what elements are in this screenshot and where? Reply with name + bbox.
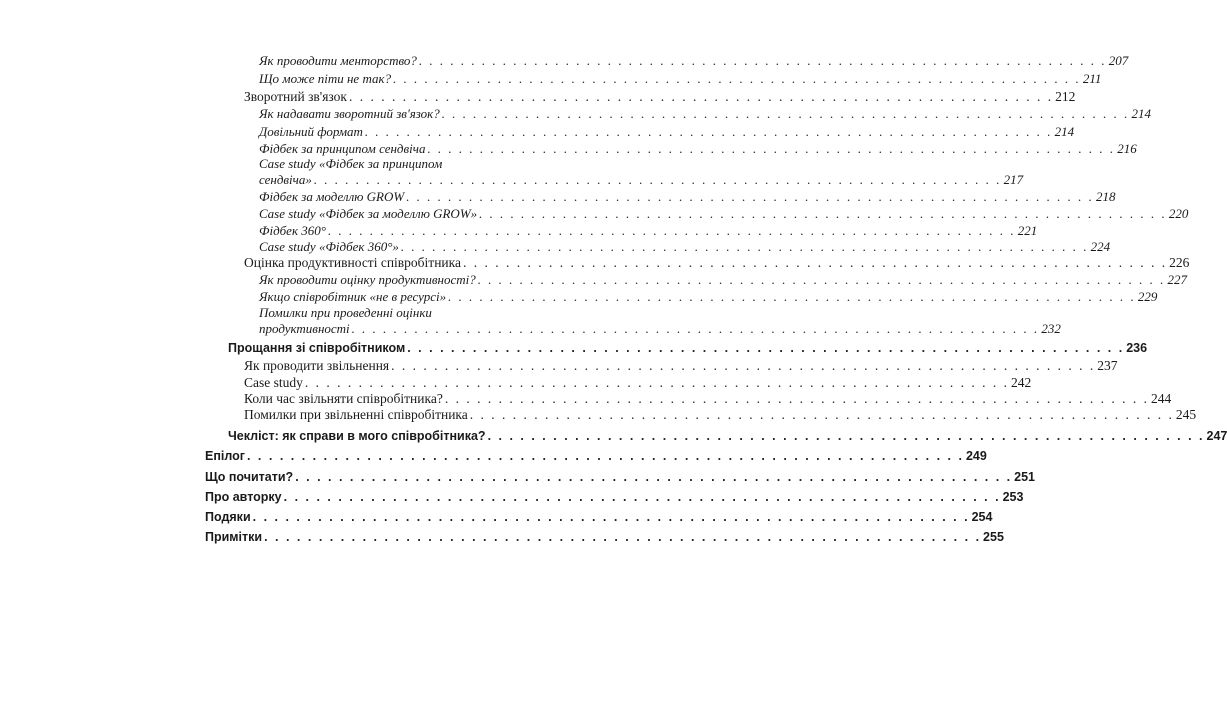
toc-page-number: 221 xyxy=(1017,223,1038,238)
leader-dots: . . . . . . . . . . . . . . . . . . . . . . . . . . . . . . . . . . . . . . . . . . . . . . . . . . . . . . . . . . . . . . . . . . xyxy=(313,172,1002,187)
toc-title: Case study «Фідбек 360°» xyxy=(259,239,399,254)
toc-entry xyxy=(259,124,1075,140)
toc-title: Епілог xyxy=(205,449,245,463)
toc-page-number: 254 xyxy=(971,510,993,524)
toc-page-number: 249 xyxy=(965,449,987,463)
toc-title: Зворотний зв'язок xyxy=(244,89,347,104)
toc-title-line1: Помилки при проведенні оцінки xyxy=(259,305,432,320)
toc-page-number: 245 xyxy=(1175,407,1197,422)
leader-dots: . . . . . . . . . . . . . . . . . . . . . . . . . . . . . . . . . . . . . . . . . . . . . . . . . . . . . . . . . . . . . . . . . . xyxy=(406,189,1094,204)
toc-title: Прощання зі співробітником xyxy=(228,341,406,355)
leader-dots: . . . . . . . . . . . . . . . . . . . . . . . . . . . . . . . . . . . . . . . . . . . . . . . . . . . . . . . . . . . . . . . . . . xyxy=(448,289,1136,304)
toc-page-number: 247 xyxy=(1206,429,1227,443)
toc-entry xyxy=(259,71,1102,87)
toc-title: Фідбек 360° xyxy=(259,223,326,238)
toc-page-number: 237 xyxy=(1097,358,1118,373)
toc-page-number: 217 xyxy=(1003,172,1024,187)
toc-entry xyxy=(228,340,1148,356)
toc-page-number: 224 xyxy=(1090,239,1111,254)
leader-dots: . . . . . . . . . . . . . . . . . . . . . . . . . . . . . . . . . . . . . . . . . . . . . . . . . . . . . . . . . . . . . . . . . . xyxy=(264,530,982,544)
toc-title: сендвіча» xyxy=(259,172,312,187)
toc-entry xyxy=(259,189,1116,205)
toc-title: Примітки xyxy=(205,530,263,544)
toc-entry xyxy=(259,321,1061,337)
toc-page-number: 251 xyxy=(1014,470,1035,484)
toc-title: Коли час звільняти співробітника? xyxy=(244,391,443,406)
toc-entry xyxy=(244,391,1172,407)
toc-page-number: 214 xyxy=(1054,124,1075,139)
toc-page-number: 218 xyxy=(1095,189,1116,204)
toc-title-line1: Case study «Фідбек за принципом xyxy=(259,156,443,171)
toc-title: Як проводити менторство? xyxy=(259,53,417,68)
toc-title: Помилки при звільненні співробітника xyxy=(244,407,468,422)
leader-dots: . . . . . . . . . . . . . . . . . . . . . . . . . . . . . . . . . . . . . . . . . . . . . . . . . . . . . . . . . . . . . . . . . . xyxy=(444,391,1149,406)
leader-dots: . . . . . . . . . . . . . . . . . . . . . . . . . . . . . . . . . . . . . . . . . . . . . . . . . . . . . . . . . . . . . . . . . . xyxy=(252,510,970,524)
toc-page-number: 216 xyxy=(1117,141,1137,156)
toc-title: Довільний формат xyxy=(259,124,363,139)
leader-dots: . . . . . . . . . . . . . . . . . . . . . . . . . . . . . . . . . . . . . . . . . . . . . . . . . . . . . . . . . . . . . . . . . . xyxy=(477,272,1166,287)
leader-dots: . . . . . . . . . . . . . . . . . . . . . . . . . . . . . . . . . . . . . . . . . . . . . . . . . . . . . . . . . . . . . . . . . . xyxy=(463,255,1168,270)
toc-title: Що може піти не так? xyxy=(259,71,392,86)
toc-page-number: 212 xyxy=(1055,89,1076,104)
leader-dots: . . . . . . . . . . . . . . . . . . . . . . . . . . . . . . . . . . . . . . . . . . . . . . . . . . . . . . . . . . . . . . . . . . xyxy=(246,449,964,463)
toc-entry xyxy=(259,53,1129,69)
toc-entry xyxy=(244,255,1190,271)
toc-entry xyxy=(244,358,1118,374)
leader-dots: . . . . . . . . . . . . . . . . . . . . . . . . . . . . . . . . . . . . . . . . . . . . . . . . . . . . . . . . . . . . . . . . . . xyxy=(391,358,1096,373)
leader-dots: . . . . . . . . . . . . . . . . . . . . . . . . . . . . . . . . . . . . . . . . . . . . . . . . . . . . . . . . . . . . . . . . . . xyxy=(351,321,1040,336)
toc-title: Як надавати зворотний зв'язок? xyxy=(259,106,440,121)
toc-page-number: 207 xyxy=(1108,53,1129,68)
toc-entry xyxy=(244,407,1197,423)
toc-page-number: 242 xyxy=(1011,375,1032,390)
leader-dots: . . . . . . . . . . . . . . . . . . . . . . . . . . . . . . . . . . . . . . . . . . . . . . . . . . . . . . . . . . . . . . . . . . xyxy=(487,429,1205,443)
leader-dots: . . . . . . . . . . . . . . . . . . . . . . . . . . . . . . . . . . . . . . . . . . . . . . . . . . . . . . . . . . . . . . . . . . xyxy=(295,470,1013,484)
leader-dots: . . . . . . . . . . . . . . . . . . . . . . . . . . . . . . . . . . . . . . . . . . . . . . . . . . . . . . . . . . . . . . . . . . xyxy=(418,53,1107,68)
toc-title: Як проводити оцінку продуктивності? xyxy=(259,272,476,287)
toc-title: Фідбек за принципом сендвіча xyxy=(259,141,426,156)
toc-title: Case study xyxy=(244,375,303,390)
leader-dots: . . . . . . . . . . . . . . . . . . . . . . . . . . . . . . . . . . . . . . . . . . . . . . . . . . . . . . . . . . . . . . . . . . xyxy=(407,341,1125,355)
leader-dots: . . . . . . . . . . . . . . . . . . . . . . . . . . . . . . . . . . . . . . . . . . . . . . . . . . . . . . . . . . . . . . . . . . xyxy=(441,106,1130,121)
leader-dots: . . . . . . . . . . . . . . . . . . . . . . . . . . . . . . . . . . . . . . . . . . . . . . . . . . . . . . . . . . . . . . . . . . xyxy=(327,223,1016,238)
toc-entry xyxy=(259,272,1187,288)
leader-dots: . . . . . . . . . . . . . . . . . . . . . . . . . . . . . . . . . . . . . . . . . . . . . . . . . . . . . . . . . . . . . . . . . . xyxy=(364,124,1053,139)
toc-page-number: 232 xyxy=(1041,321,1061,336)
toc-entry xyxy=(205,489,1024,505)
toc-page-number: 214 xyxy=(1131,106,1151,121)
toc-page-number: 255 xyxy=(983,530,1004,544)
toc-entry xyxy=(205,529,1004,545)
toc-entry xyxy=(259,106,1151,122)
leader-dots: . . . . . . . . . . . . . . . . . . . . . . . . . . . . . . . . . . . . . . . . . . . . . . . . . . . . . . . . . . . . . . . . . . xyxy=(479,206,1167,221)
toc-page-number: 236 xyxy=(1126,341,1148,355)
toc-entry xyxy=(259,172,1024,188)
toc-entry xyxy=(205,469,1035,485)
leader-dots: . . . . . . . . . . . . . . . . . . . . . . . . . . . . . . . . . . . . . . . . . . . . . . . . . . . . . . . . . . . . . . . . . . xyxy=(469,407,1174,422)
toc-title: Якщо співробітник «не в ресурсі» xyxy=(259,289,447,304)
toc-page-number: 227 xyxy=(1167,272,1187,287)
toc-entry xyxy=(259,223,1038,239)
toc-title: Фідбек за моделлю GROW xyxy=(259,189,405,204)
toc-entry xyxy=(205,448,987,464)
leader-dots: . . . . . . . . . . . . . . . . . . . . . . . . . . . . . . . . . . . . . . . . . . . . . . . . . . . . . . . . . . . . . . . . . . xyxy=(304,375,1009,390)
toc-entry xyxy=(244,375,1032,391)
toc-page-number: 229 xyxy=(1137,289,1158,304)
toc-entry xyxy=(259,141,1137,157)
toc-title: продуктивності xyxy=(259,321,350,336)
toc-page-number: 211 xyxy=(1082,71,1102,86)
toc-title: Подяки xyxy=(205,510,251,524)
leader-dots: . . . . . . . . . . . . . . . . . . . . . . . . . . . . . . . . . . . . . . . . . . . . . . . . . . . . . . . . . . . . . . . . . . xyxy=(348,89,1054,104)
toc-title: Чекліст: як справи в мого співробітника? xyxy=(228,429,486,443)
toc-title: Case study «Фідбек за моделлю GROW» xyxy=(259,206,478,221)
toc-entry xyxy=(244,89,1076,105)
toc-page-number: 220 xyxy=(1168,206,1189,221)
toc-title: Оцінка продуктивності співробітника xyxy=(244,255,461,270)
toc-entry xyxy=(259,206,1189,222)
toc-entry xyxy=(205,509,993,525)
toc-entry xyxy=(259,289,1158,305)
toc-title: Що почитати? xyxy=(205,470,294,484)
leader-dots: . . . . . . . . . . . . . . . . . . . . . . . . . . . . . . . . . . . . . . . . . . . . . . . . . . . . . . . . . . . . . . . . . . xyxy=(283,490,1001,504)
toc-entry xyxy=(228,428,1227,444)
toc-page-number: 226 xyxy=(1169,255,1190,270)
toc-title: Про авторку xyxy=(205,490,282,504)
leader-dots: . . . . . . . . . . . . . . . . . . . . . . . . . . . . . . . . . . . . . . . . . . . . . . . . . . . . . . . . . . . . . . . . . . xyxy=(393,71,1081,86)
leader-dots: . . . . . . . . . . . . . . . . . . . . . . . . . . . . . . . . . . . . . . . . . . . . . . . . . . . . . . . . . . . . . . . . . . xyxy=(400,239,1089,254)
leader-dots: . . . . . . . . . . . . . . . . . . . . . . . . . . . . . . . . . . . . . . . . . . . . . . . . . . . . . . . . . . . . . . . . . . xyxy=(427,141,1116,156)
toc-title: Як проводити звільнення xyxy=(244,358,390,373)
toc-page-number: 244 xyxy=(1150,391,1172,406)
toc-entry xyxy=(259,239,1111,255)
toc-page-number: 253 xyxy=(1002,490,1024,504)
